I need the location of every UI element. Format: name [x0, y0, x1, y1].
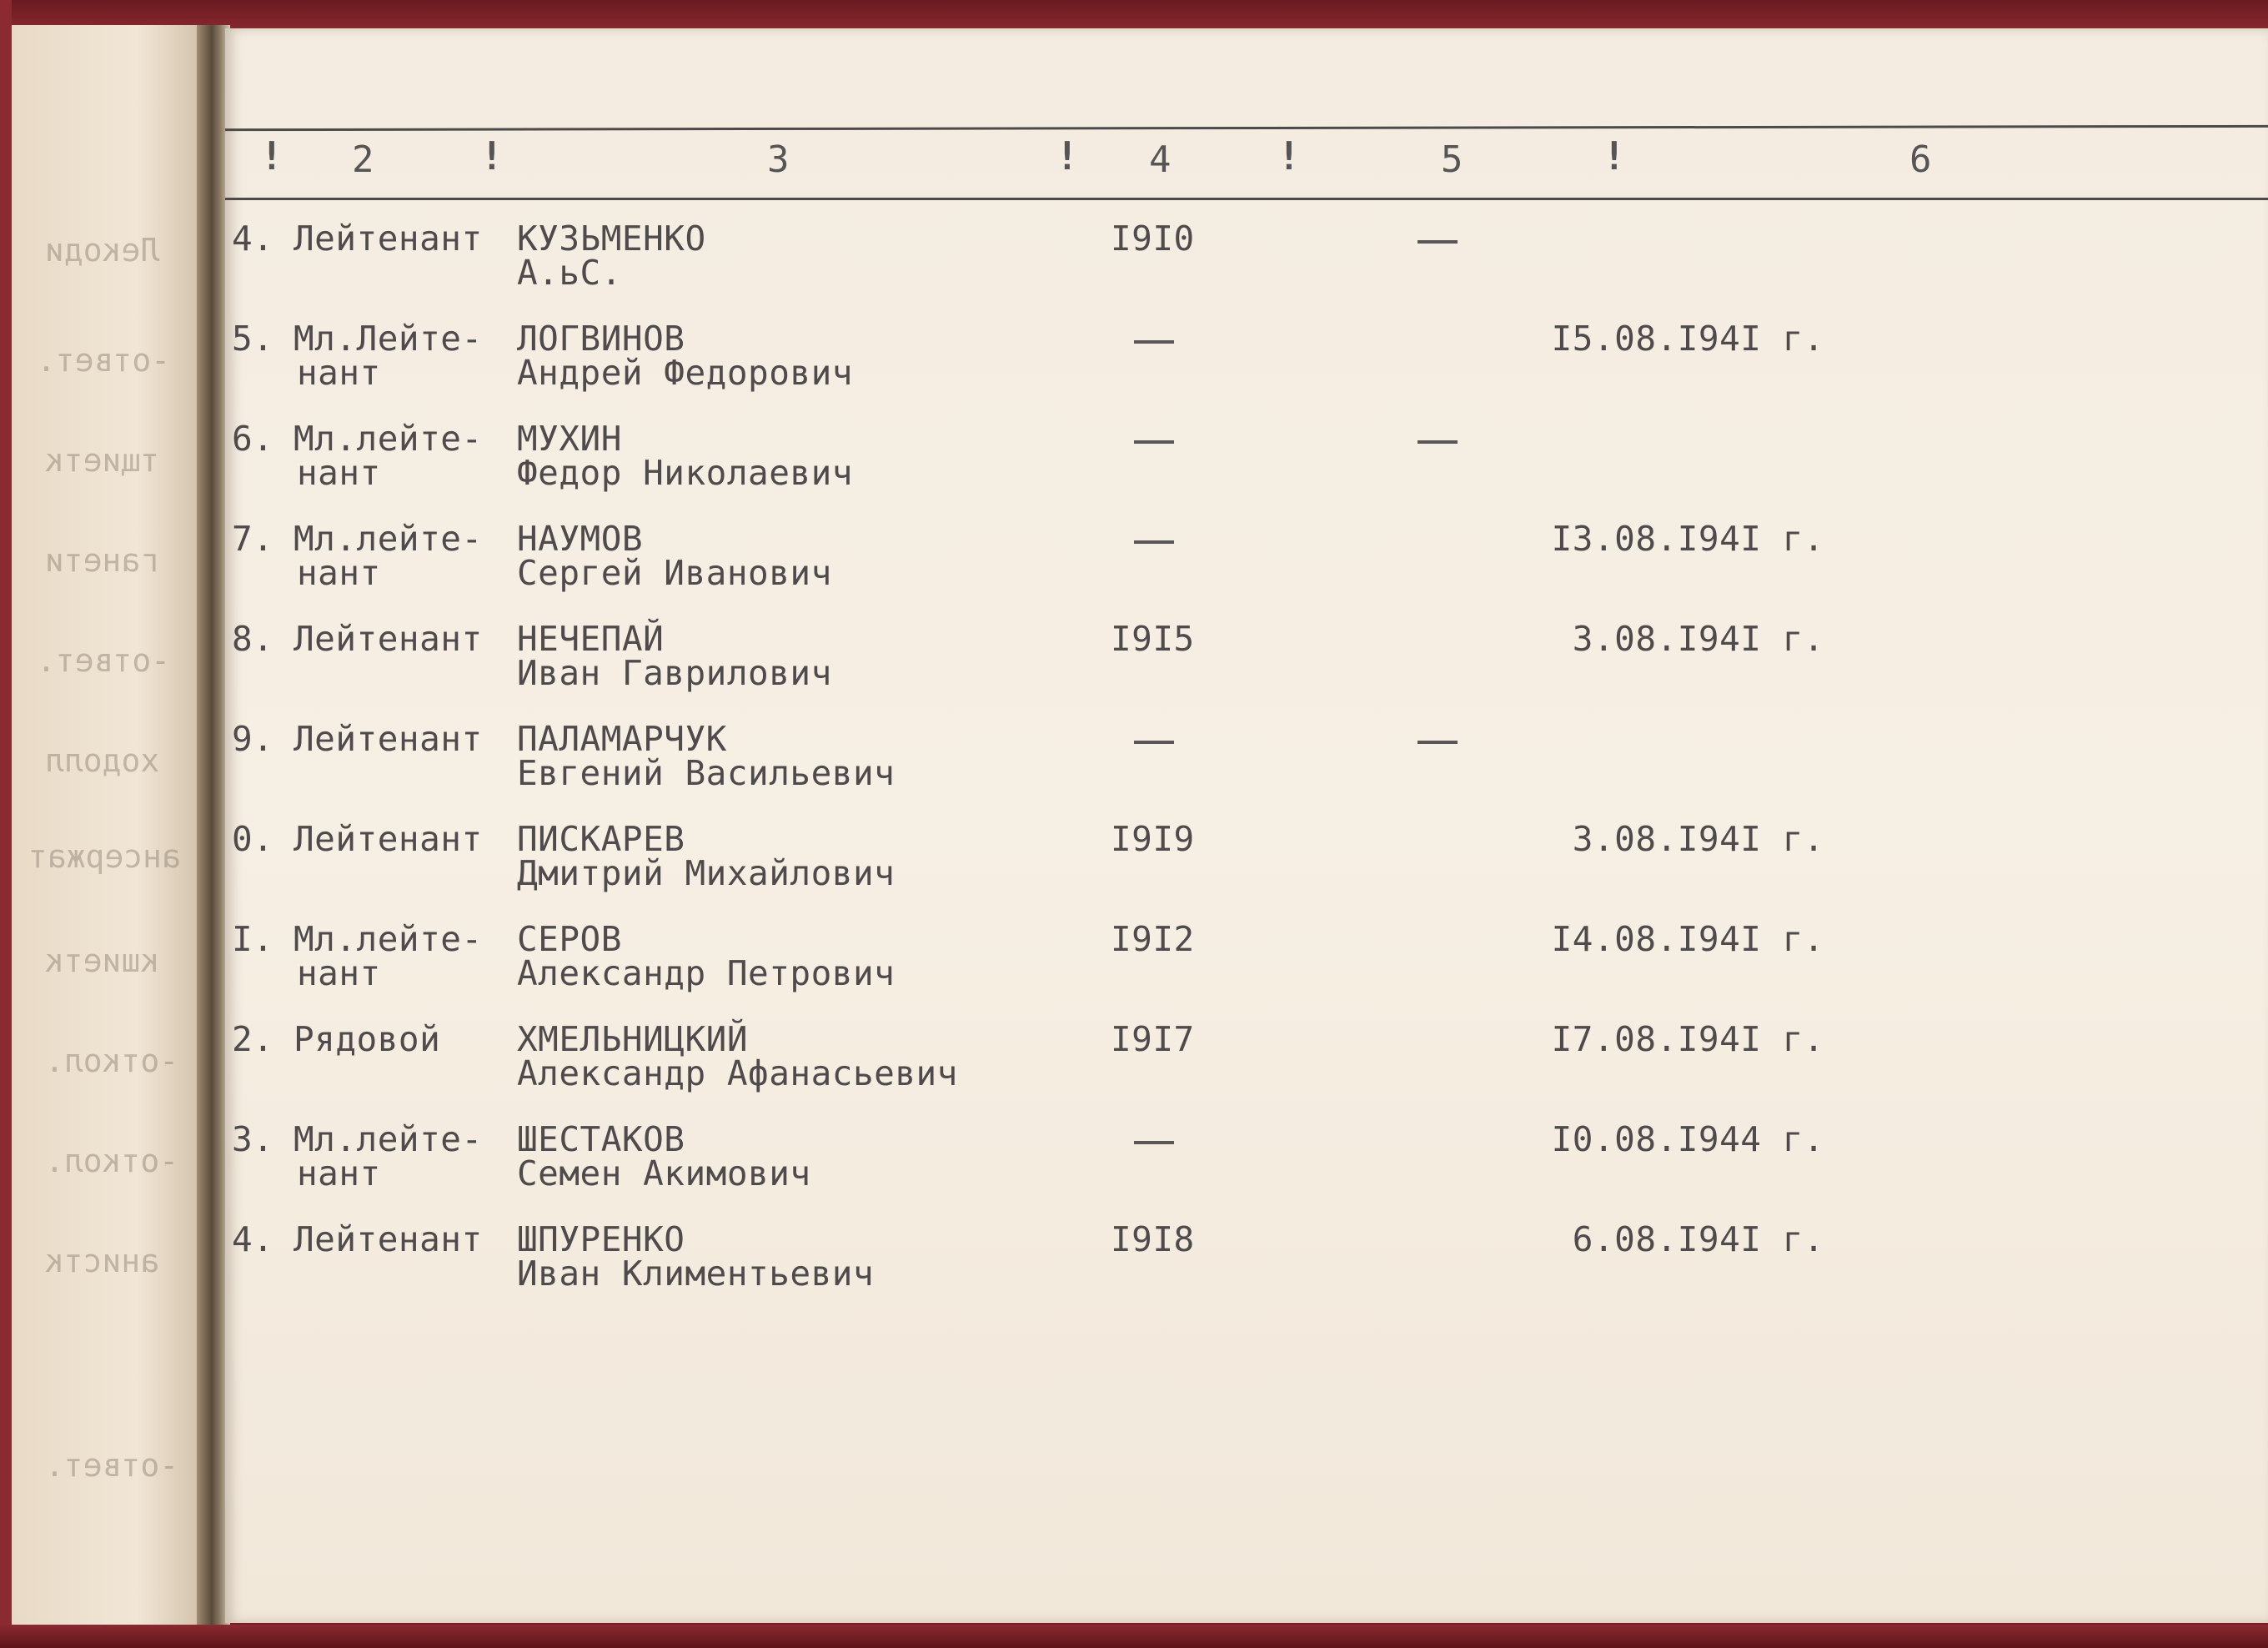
left-page-fragment: ходолл [45, 742, 160, 779]
name-cell [517, 519, 832, 593]
name-cell [517, 1219, 875, 1294]
binding-left-edge [0, 0, 12, 1648]
date-dash [1418, 440, 1458, 444]
surname: ХМЕЛЬНИЦКИЙ [517, 1019, 749, 1059]
surname: ЛОГВИНОВ [517, 319, 685, 359]
left-page-fragment: ансержат [28, 838, 182, 875]
rank-cell [294, 319, 483, 393]
name-cell [517, 819, 896, 893]
rank-line: Мл.лейте- [294, 519, 483, 559]
surname: НЕЧЕПАЙ [517, 619, 665, 659]
rank-cell [294, 519, 483, 593]
row-number: 9. [232, 719, 274, 759]
name-cell [517, 619, 832, 693]
left-page-fragment: тщиетк [45, 442, 160, 479]
birth-year: I9I8 [1111, 1219, 1195, 1259]
column-header-2: 2 [352, 138, 374, 181]
date-cell: 3.08.I94I г. [1572, 619, 1824, 659]
rank-cell [294, 419, 483, 493]
name-cell [517, 219, 706, 293]
document-page [225, 28, 2268, 1623]
name-cell [517, 1019, 958, 1093]
given-names: Сергей Иванович [517, 553, 832, 593]
year-dash [1134, 1141, 1174, 1144]
year-dash [1134, 440, 1174, 444]
rank-cell [294, 1219, 483, 1259]
left-page-fragment: Лекоди [45, 232, 160, 269]
birth-year: I9I7 [1111, 1019, 1195, 1059]
birth-year: I9I0 [1111, 219, 1195, 259]
date-dash [1418, 741, 1458, 744]
left-page-fragment: кшиетк [45, 942, 160, 979]
given-names: А.ьС. [517, 253, 622, 293]
rank-line: Лейтенант [294, 819, 483, 859]
row-number: 2. [232, 1019, 274, 1059]
column-header-4: 4 [1149, 138, 1172, 181]
given-names: Дмитрий Михайлович [517, 853, 896, 893]
surname: МУХИН [517, 419, 622, 459]
row-number: 5. [232, 319, 274, 359]
header-top-rule [225, 125, 2268, 131]
name-cell [517, 419, 853, 493]
rank-cell [294, 619, 483, 659]
given-names: Иван Климентьевич [517, 1254, 875, 1294]
column-separator: ! [260, 133, 284, 178]
row-number: 7. [232, 519, 274, 559]
surname: НАУМОВ [517, 519, 644, 559]
rank-line: Мл.лейте- [294, 419, 483, 459]
date-cell: 3.08.I94I г. [1572, 819, 1824, 859]
rank-line: нант [297, 1153, 381, 1193]
date-cell: I7.08.I94I г. [1551, 1019, 1824, 1059]
birth-year: I9I5 [1111, 619, 1195, 659]
left-page-fragment: -откол. [45, 1043, 179, 1079]
date-cell: 6.08.I94I г. [1572, 1219, 1824, 1259]
given-names: Александр Петрович [517, 953, 896, 993]
given-names: Андрей Федорович [517, 353, 853, 393]
row-number: 3. [232, 1119, 274, 1159]
given-names: Евгений Васильевич [517, 753, 896, 793]
rank-cell [294, 1119, 483, 1193]
underlying-left-page [12, 25, 220, 1626]
rank-cell [294, 819, 483, 859]
rank-line: Лейтенант [294, 719, 483, 759]
left-page-fragment: анистк [45, 1243, 160, 1279]
row-number: 6. [232, 419, 274, 459]
year-dash [1134, 741, 1174, 744]
rank-cell [294, 919, 483, 993]
header-bottom-rule [225, 198, 2268, 200]
row-number: I. [232, 919, 274, 959]
given-names: Федор Николаевич [517, 453, 853, 493]
surname: КУЗЬМЕНКО [517, 219, 706, 259]
left-page-fragment: -ответ. [37, 342, 171, 379]
name-cell [517, 919, 896, 993]
given-names: Семен Акимович [517, 1153, 811, 1193]
surname: ШЕСТАКОВ [517, 1119, 685, 1159]
surname: ШПУРЕНКО [517, 1219, 685, 1259]
left-page-fragment: ганети [45, 542, 160, 579]
column-separator: ! [480, 133, 504, 178]
name-cell [517, 719, 896, 793]
row-number: 0. [232, 819, 274, 859]
surname: СЕРОВ [517, 919, 622, 959]
column-separator: ! [1603, 133, 1626, 178]
rank-line: Мл.лейте- [294, 919, 483, 959]
date-dash [1418, 240, 1458, 244]
given-names: Иван Гаврилович [517, 653, 832, 693]
rank-line: нант [297, 953, 381, 993]
given-names: Александр Афанасьевич [517, 1053, 958, 1093]
year-dash [1134, 340, 1174, 344]
left-page-fragment: -ответ. [45, 1447, 179, 1484]
rank-line: Лейтенант [294, 619, 483, 659]
name-cell [517, 319, 853, 393]
column-header-6: 6 [1909, 138, 1932, 181]
rank-line: Рядовой [294, 1019, 441, 1059]
column-separator: ! [1056, 133, 1079, 178]
column-header-3: 3 [767, 138, 790, 181]
date-cell: I0.08.I944 г. [1551, 1119, 1824, 1159]
date-cell: I5.08.I94I г. [1551, 319, 1824, 359]
surname: ПАЛАМАРЧУК [517, 719, 727, 759]
rank-cell [294, 719, 483, 759]
row-number: 8. [232, 619, 274, 659]
rank-cell [294, 1019, 441, 1059]
column-separator: ! [1277, 133, 1301, 178]
rank-line: Лейтенант [294, 1219, 483, 1259]
rank-line: Лейтенант [294, 219, 483, 259]
rank-cell [294, 219, 483, 259]
surname: ПИСКАРЕВ [517, 819, 685, 859]
row-number: 4. [232, 1219, 274, 1259]
date-cell: I4.08.I94I г. [1551, 919, 1824, 959]
rank-line: нант [297, 453, 381, 493]
rank-line: нант [297, 553, 381, 593]
rank-line: Мл.лейте- [294, 1119, 483, 1159]
column-header-5: 5 [1441, 138, 1463, 181]
name-cell [517, 1119, 811, 1193]
birth-year: I9I2 [1111, 919, 1195, 959]
rank-line: нант [297, 353, 381, 393]
row-number: 4. [232, 219, 274, 259]
date-cell: I3.08.I94I г. [1551, 519, 1824, 559]
binding-bottom-edge [0, 1625, 2268, 1648]
left-page-fragment: -ответ. [37, 642, 171, 679]
year-dash [1134, 540, 1174, 544]
left-page-fragment: -откол. [45, 1143, 179, 1179]
birth-year: I9I9 [1111, 819, 1195, 859]
rank-line: Мл.Лейте- [294, 319, 483, 359]
